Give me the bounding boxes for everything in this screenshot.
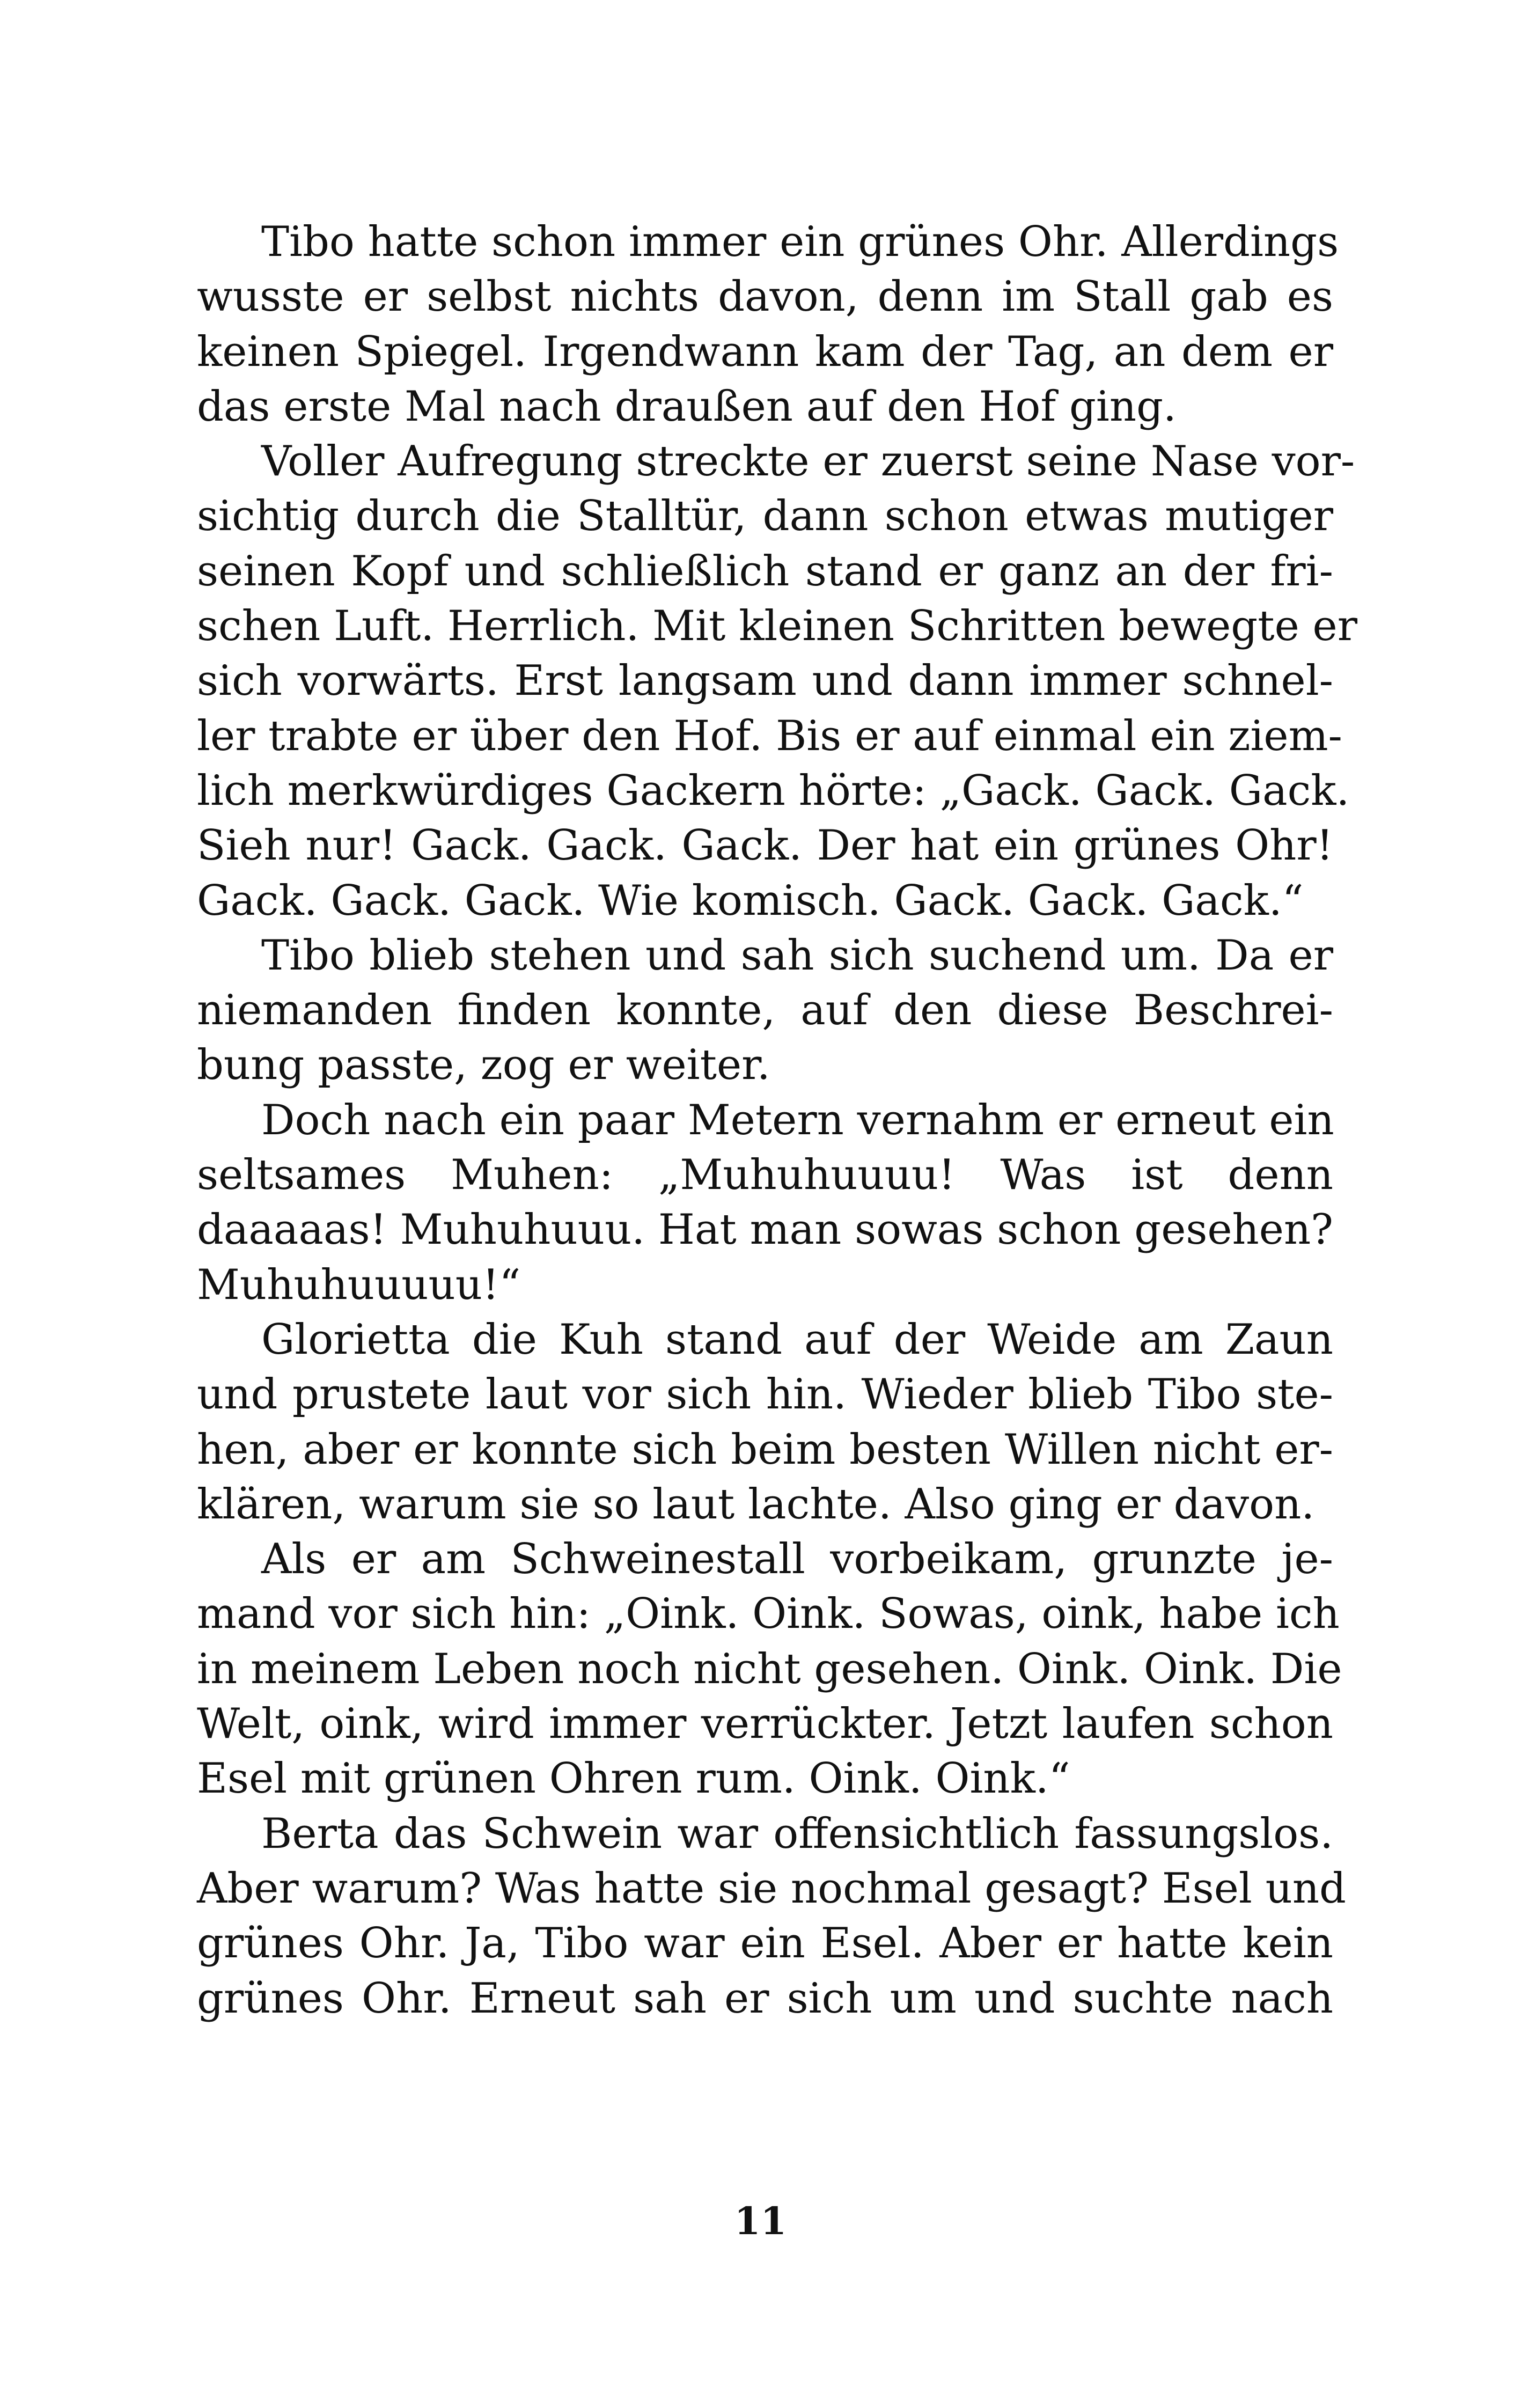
paragraph-3: [197, 928, 1333, 1093]
text-line: schen Luft. Herrlich. Mit kleinen Schritten bewegte er: [197, 602, 1357, 651]
text-line: das erste Mal nach draußen auf den Hof ging.: [197, 382, 1177, 431]
text-line: Gack. Gack. Gack. Wie komisch. Gack. Gack. Gack.“: [197, 876, 1304, 925]
text-line: mand vor sich hin: „Oink. Oink. Sowas, oink, habe ich: [197, 1590, 1340, 1639]
paragraph-5: [197, 1312, 1333, 1532]
text-line: keinen Spiegel. Irgendwann kam der Tag, an dem er: [197, 327, 1333, 376]
paragraph-6: [197, 1532, 1342, 1806]
paragraph-2: [197, 434, 1357, 928]
text-line: wusste er selbst nichts davon, denn im Stall gab es: [197, 273, 1333, 321]
text-line: Berta das Schwein war offensichtlich fassungslos.: [261, 1809, 1333, 1858]
text-line: Doch nach ein paar Metern vernahm er erneut ein: [261, 1096, 1334, 1144]
paragraph-7: [197, 1807, 1346, 2026]
text-line: Aber warum? Was hatte sie nochmal gesagt? Esel und: [197, 1864, 1346, 1913]
text-line: Sieh nur! Gack. Gack. Gack. Der hat ein grünes Ohr!: [197, 821, 1333, 870]
text-line: sich vorwärts. Erst langsam und dann immer schnel-: [197, 657, 1333, 706]
text-line: Welt, oink, wird immer verrückter. Jetzt laufen schon: [197, 1700, 1333, 1749]
text-line: sichtig durch die Stalltür, dann schon etwas mutiger: [197, 492, 1333, 541]
body-text: [197, 215, 1357, 2026]
text-line: Tibo blieb stehen und sah sich suchend um. Da er: [261, 931, 1333, 980]
text-line: Esel mit grünen Ohren rum. Oink. Oink.“: [197, 1754, 1070, 1803]
text-line: seinen Kopf und schließlich stand er ganz an der fri-: [197, 547, 1333, 596]
text-line: grünes Ohr. Erneut sah er sich um und suchte nach: [197, 1974, 1333, 2023]
text-line: in meinem Leben noch nicht gesehen. Oink. Oink. Die: [197, 1645, 1342, 1693]
text-line: Glorietta die Kuh stand auf der Weide am Zaun: [261, 1315, 1333, 1364]
text-line: niemanden finden konnte, auf den diese Beschrei-: [197, 986, 1333, 1035]
text-line: grünes Ohr. Ja, Tibo war ein Esel. Aber er hatte kein: [197, 1919, 1333, 1968]
paragraph-1: [197, 215, 1339, 434]
text-line: Als er am Schweinestall vorbeikam, grunzte je-: [261, 1535, 1333, 1584]
text-line: hen, aber er konnte sich beim besten Willen nicht er-: [197, 1425, 1333, 1474]
text-line: und prustete laut vor sich hin. Wieder blieb Tibo ste-: [197, 1370, 1333, 1419]
text-line: Muhuhuuuuu!“: [197, 1260, 521, 1309]
text-line: Voller Aufregung streckte er zuerst seine Nase vor-: [261, 437, 1355, 486]
text-line: klären, warum sie so laut lachte. Also ging er davon.: [197, 1480, 1315, 1529]
text-line: Tibo hatte schon immer ein grünes Ohr. Allerdings: [261, 218, 1339, 266]
text-line: ler trabte er über den Hof. Bis er auf einmal ein ziem-: [197, 711, 1342, 760]
text-line: seltsames Muhen: „Muhuhuuuu! Was ist denn: [197, 1151, 1333, 1200]
text-line: daaaaas! Muhuhuuu. Hat man sowas schon gesehen?: [197, 1206, 1333, 1254]
text-line: lich merkwürdiges Gackern hörte: „Gack. Gack. Gack.: [197, 766, 1350, 815]
page-number: 11: [734, 2199, 787, 2243]
text-line: bung passte, zog er weiter.: [197, 1041, 770, 1090]
paragraph-4: [197, 1093, 1333, 1312]
